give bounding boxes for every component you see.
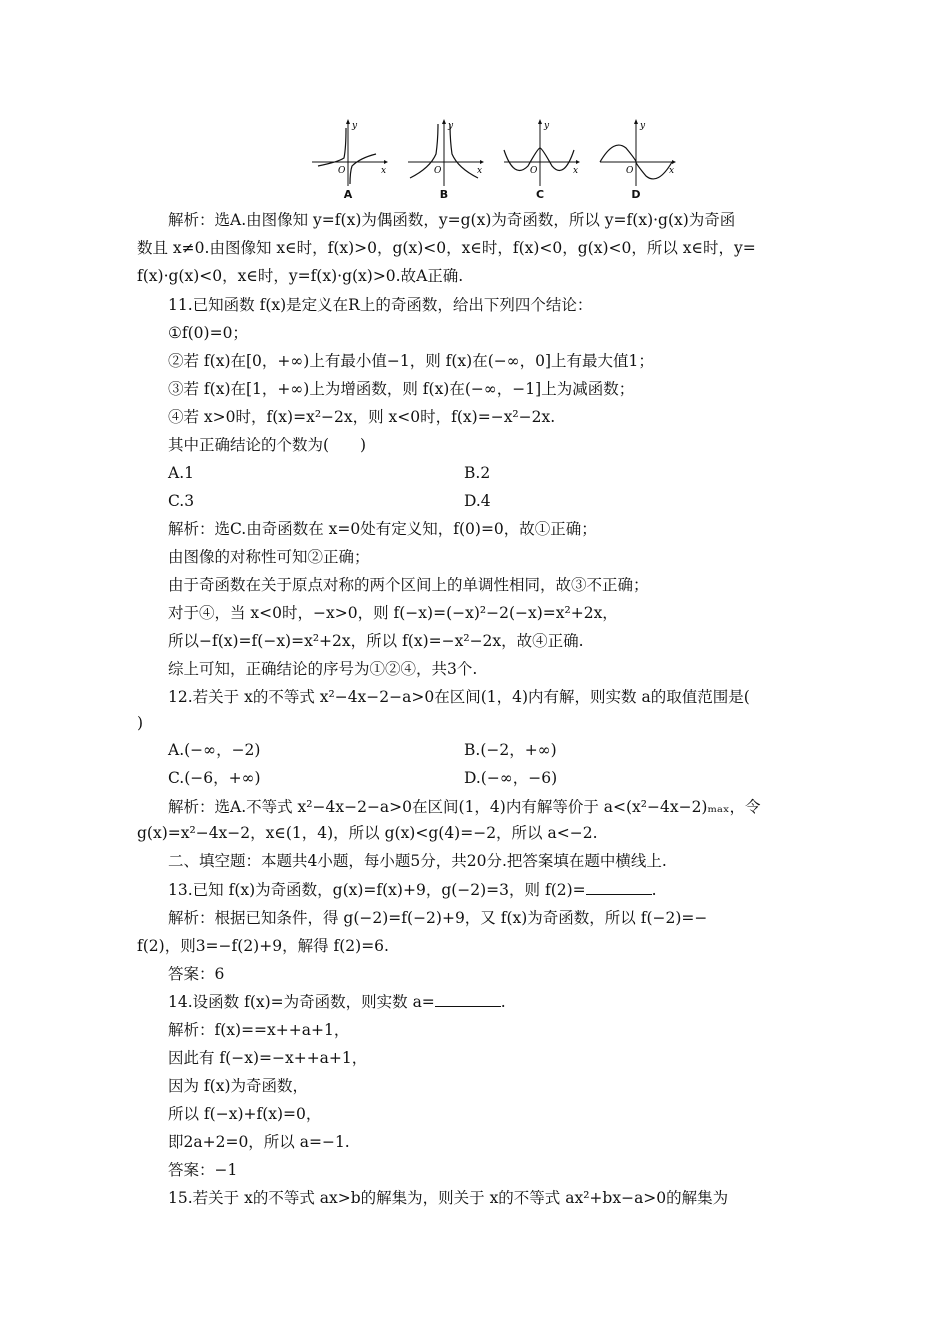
question-11: 11.已知函数 f(x)是定义在R上的奇函数，给出下列四个结论： — [168, 296, 593, 314]
text-line: 数且 x≠0.由图像知 x∈时，f(x)>0，g(x)<0，x∈时，f(x)<0，g(x)<0，所以 x∈时，y= — [137, 239, 756, 257]
text-line: 解析：选A.由图像知 y=f(x)为偶函数，y=g(x)为奇函数，所以 y=f(x)·g(x)为奇函 — [168, 211, 736, 229]
question-15: 15.若关于 x的不等式 ax>b的解集为，则关于 x的不等式 ax²+bx−a>0的解集为 — [168, 1189, 729, 1207]
axis-x-label: x — [477, 166, 483, 176]
question-13-text: 13.已知 f(x)为奇函数，g(x)=f(x)+9，g(−2)=3，则 f(2)= — [168, 881, 586, 899]
period: . — [651, 881, 657, 899]
graph-c — [500, 118, 580, 206]
answer-line: 答案：−1 — [168, 1161, 238, 1179]
text-line: 因此有 f(−x)=−x++a+1， — [168, 1049, 368, 1067]
graph-b — [404, 118, 484, 206]
q11-option-d: D.4 — [464, 492, 491, 510]
question-14-text: 14.设函数 f(x)=为奇函数，则实数 a= — [168, 993, 435, 1011]
origin-label: O — [434, 166, 442, 176]
text-line: 解析：f(x)==x++a+1， — [168, 1021, 350, 1039]
graph-d — [596, 118, 676, 206]
q11-option-b: B.2 — [464, 464, 491, 482]
q12-option-c: C.(−6，+∞) — [168, 769, 261, 787]
text-line: g(x)=x²−4x−2，x∈(1，4)，所以 g(x)<g(4)=−2，所以 a<−2. — [137, 824, 598, 842]
axis-x-label: x — [573, 166, 579, 176]
axis-y-label: y — [544, 121, 550, 131]
text-line: 所以 f(−x)+f(x)=0， — [168, 1105, 322, 1123]
graph-a-plot — [308, 118, 388, 188]
graph-a-label: A — [343, 188, 353, 201]
graph-a — [308, 118, 388, 206]
graph-d-label: D — [631, 188, 641, 201]
question-11-prompt: 其中正确结论的个数为( ) — [168, 436, 367, 454]
graph-c-plot — [500, 118, 580, 188]
period: . — [500, 993, 506, 1011]
graph-c-label: C — [535, 188, 545, 201]
axis-x-label: x — [669, 166, 675, 176]
origin-label: O — [338, 166, 346, 176]
graph-d-plot — [596, 118, 676, 188]
answer-line: 答案：6 — [168, 965, 225, 983]
text-line: 由于奇函数在关于原点对称的两个区间上的单调性相同，故③不正确； — [168, 576, 649, 594]
text-line: 即2a+2=0，所以 a=−1. — [168, 1133, 350, 1151]
statement-2: ②若 f(x)在[0，+∞)上有最小值−1，则 f(x)在(−∞，0]上有最大值1； — [168, 352, 654, 370]
q11-option-a: A.1 — [168, 464, 194, 482]
axis-y-label: y — [640, 121, 646, 131]
question-14 — [0, 992, 950, 1012]
text-line: 对于④，当 x<0时，−x>0，则 f(−x)=(−x)²−2(−x)=x²+2x， — [168, 604, 618, 622]
question-12: 12.若关于 x的不等式 x²−4x−2−a>0在区间(1，4)内有解，则实数 a的取值范围是( — [168, 688, 750, 706]
text-line: f(2)，则3=−f(2)+9，解得 f(2)=6. — [137, 937, 389, 955]
text-line: 解析：选A.不等式 x²−4x−2−a>0在区间(1，4)内有解等价于 a<(x²−4x−2)ₘₐₓ，令 — [168, 798, 761, 816]
statement-3: ③若 f(x)在[1，+∞)上为增函数，则 f(x)在(−∞，−1]上为减函数； — [168, 380, 635, 398]
q11-option-c: C.3 — [168, 492, 195, 510]
q12-option-d: D.(−∞，−6) — [464, 769, 558, 787]
graph-b-label: B — [439, 188, 449, 201]
q12-option-b: B.(−2，+∞) — [464, 741, 557, 759]
function-graphs — [300, 118, 680, 206]
text-line: 综上可知，正确结论的序号为①②④，共3个. — [168, 660, 478, 678]
text-line: 解析：选C.由奇函数在 x=0处有定义知，f(0)=0，故①正确； — [168, 520, 597, 538]
text-line: 因为 f(x)为奇函数， — [168, 1077, 309, 1095]
answer-blank — [586, 880, 652, 895]
statement-1: ①f(0)=0； — [168, 324, 248, 342]
section-heading: 二、填空题：本题共4小题，每小题5分，共20分.把答案填在题中横线上. — [168, 852, 667, 870]
question-13 — [0, 880, 950, 900]
text-line: 所以−f(x)=f(−x)=x²+2x，所以 f(x)=−x²−2x，故④正确. — [168, 632, 584, 650]
axis-x-label: x — [381, 166, 387, 176]
axis-y-label: y — [352, 121, 358, 131]
text-line: 由图像的对称性可知②正确； — [168, 548, 370, 566]
origin-label: O — [530, 166, 538, 176]
q12-option-a: A.(−∞，−2) — [168, 741, 261, 759]
origin-label: O — [626, 166, 634, 176]
text-line: f(x)·g(x)<0，x∈时，y=f(x)·g(x)>0.故A正确. — [137, 267, 464, 285]
text-line: 解析：根据已知条件，得 g(−2)=f(−2)+9，又 f(x)为奇函数，所以 f(−2)=− — [168, 909, 708, 927]
answer-blank — [435, 992, 501, 1007]
statement-4: ④若 x>0时，f(x)=x²−2x，则 x<0时，f(x)=−x²−2x. — [168, 408, 556, 426]
axis-y-label: y — [448, 121, 454, 131]
graph-b-plot — [404, 118, 484, 188]
text-line: ) — [137, 714, 144, 732]
